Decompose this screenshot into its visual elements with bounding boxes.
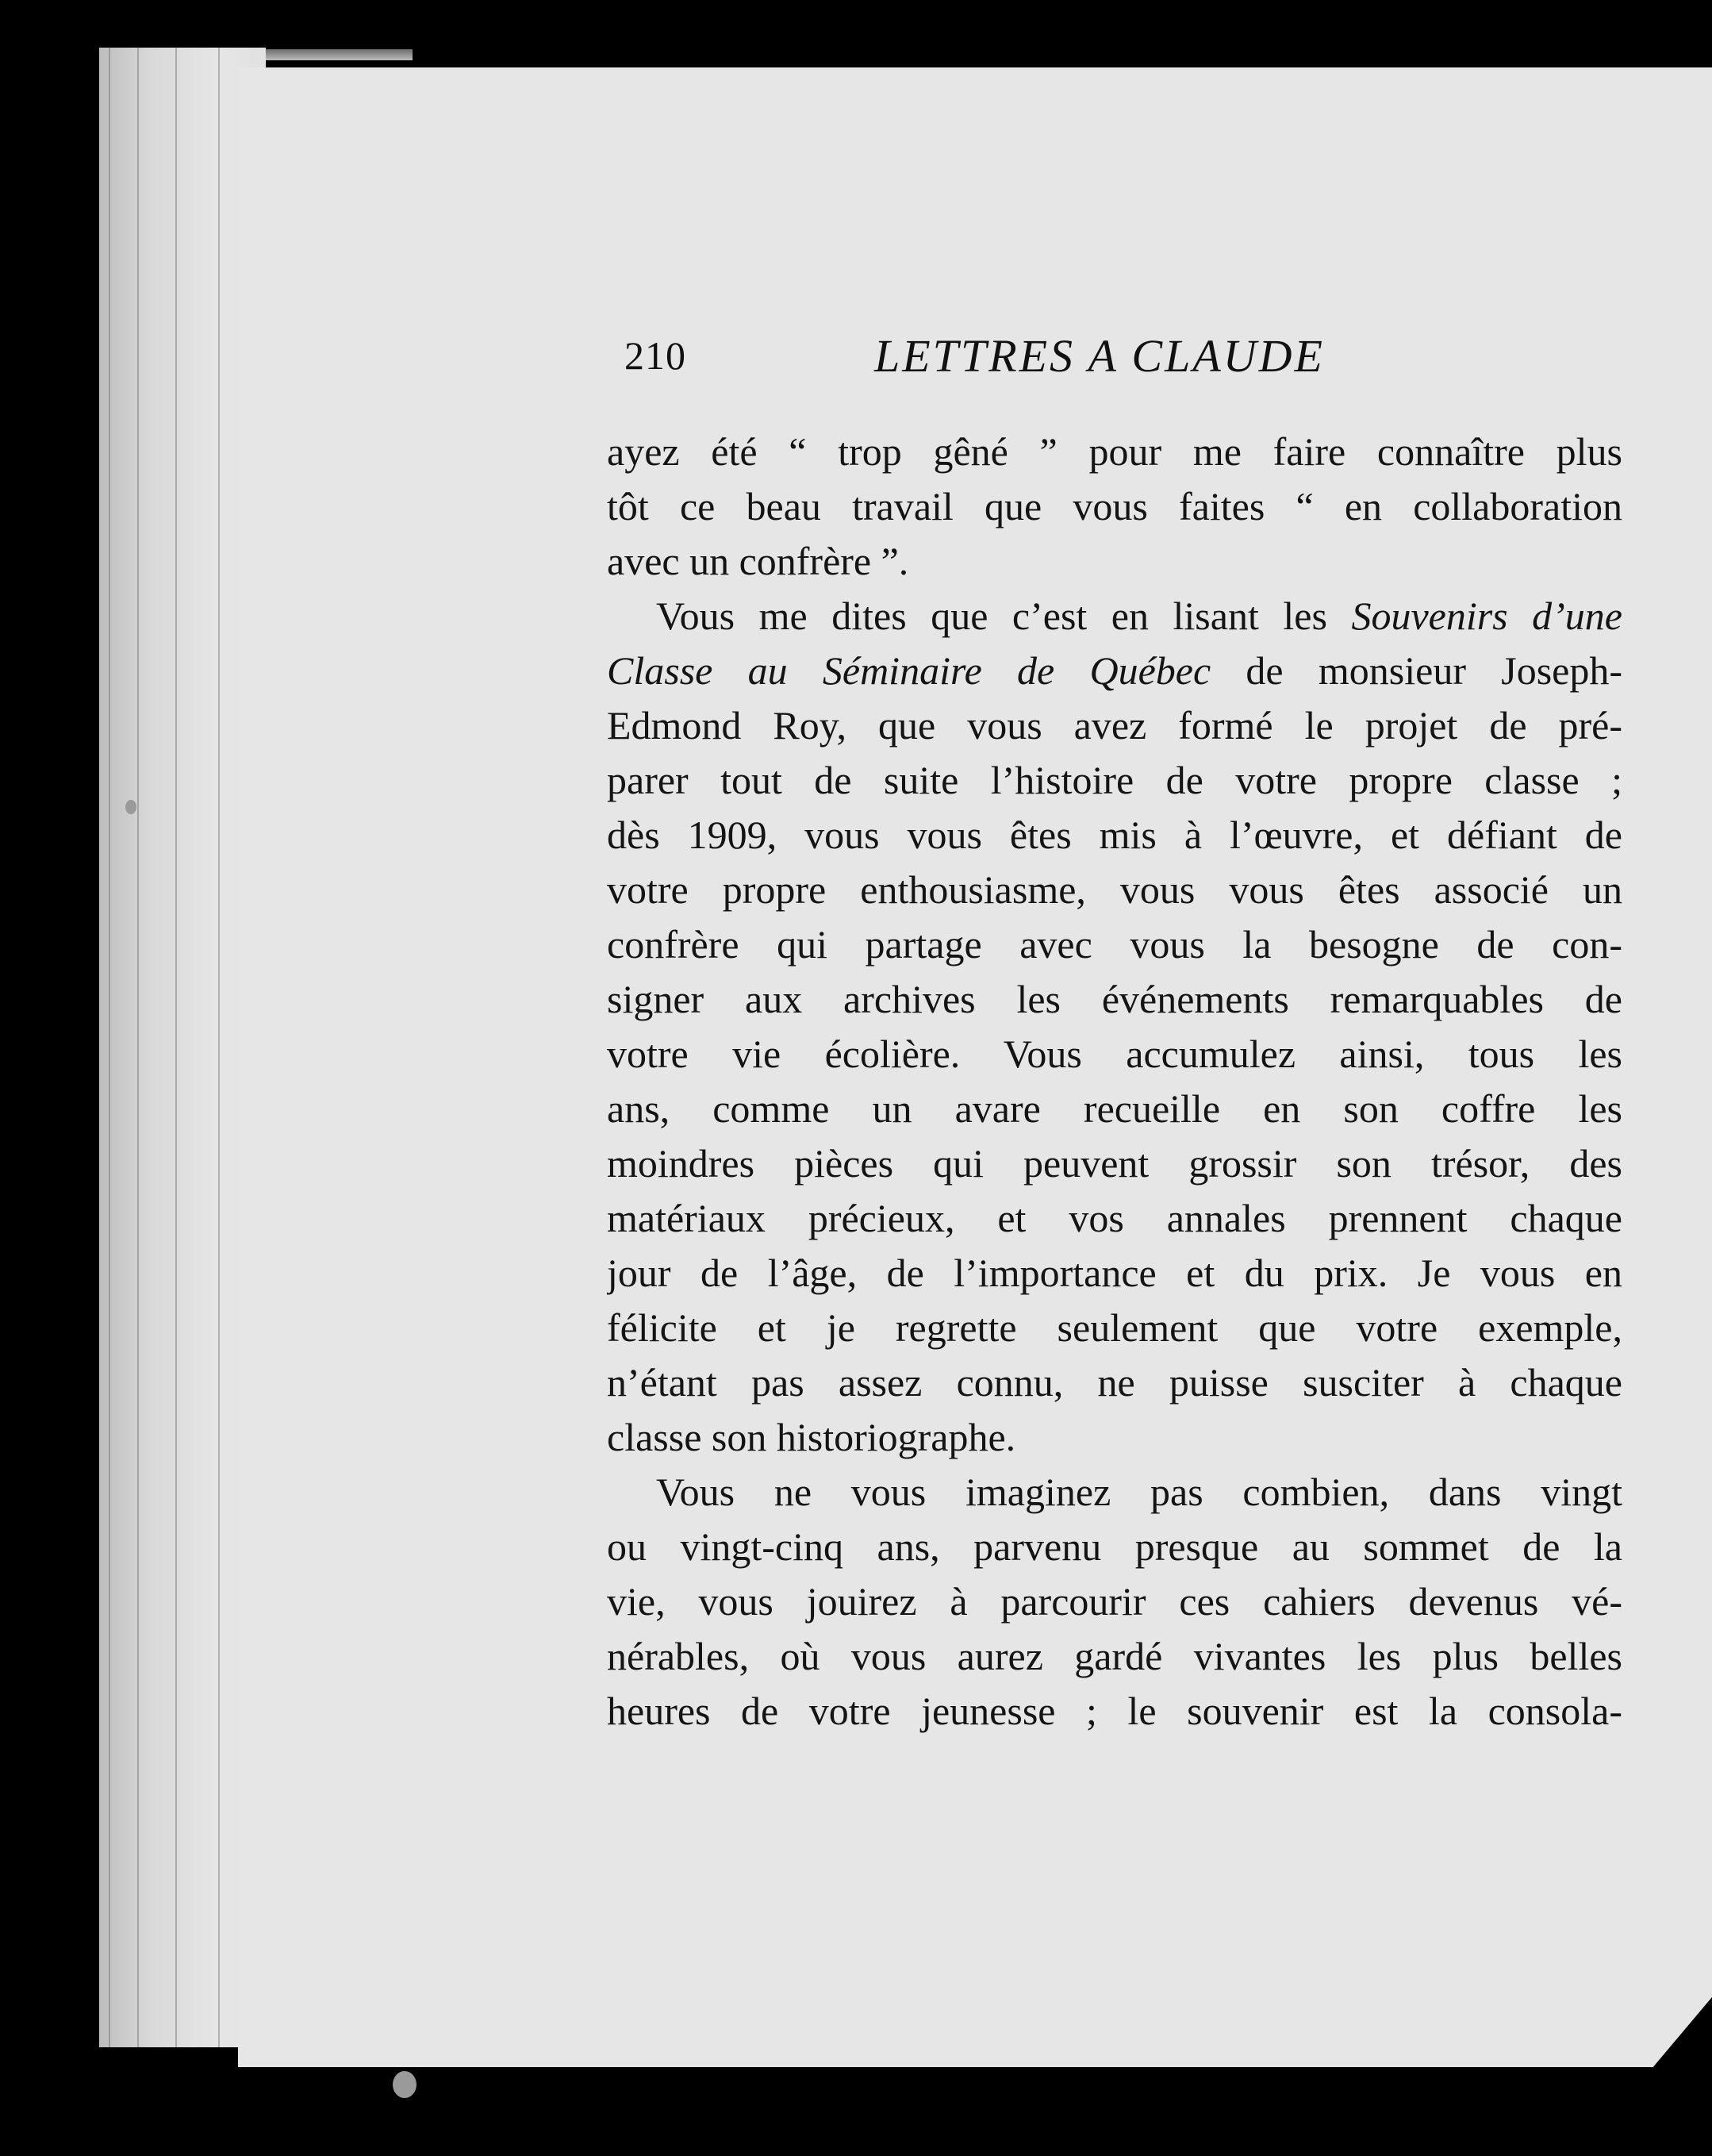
text-line: n’étant pas assez connu, ne puisse susciter à chaque (607, 1360, 1622, 1405)
running-title: LETTRES A CLAUDE (874, 330, 1325, 382)
text-line: vie, vous jouirez à parcourir ces cahiers devenus vé- (607, 1579, 1622, 1624)
text-line: ans, comme un avare recueille en son coffre les (607, 1086, 1622, 1131)
text-line: nérables, où vous aurez gardé vivantes les plus belles (607, 1634, 1622, 1678)
paragraph-start-line: Vous ne vous imaginez pas combien, dans vingt (656, 1470, 1622, 1514)
text-line: dès 1909, vous vous êtes mis à l’œuvre, et défiant de (607, 813, 1622, 857)
scan-speck (125, 800, 136, 814)
page-edge-line (175, 48, 177, 2047)
page-edge-line (109, 48, 110, 2047)
text-line: classe son historiographe. (607, 1415, 1016, 1459)
text-line: jour de l’âge, de l’importance et du prix. Je vous en (607, 1251, 1622, 1295)
text-line: votre vie écolière. Vous accumulez ainsi, tous les (607, 1032, 1622, 1076)
running-head (624, 329, 1616, 385)
text-line: moindres pièces qui peuvent grossir son trésor, des (607, 1141, 1622, 1186)
text-line: ou vingt-cinq ans, parvenu presque au sommet de la (607, 1524, 1622, 1569)
text-line: félicite et je regrette seulement que votre exemple, (607, 1305, 1622, 1350)
page-number: 210 (624, 333, 686, 378)
text-line: avec un confrère ”. (607, 539, 909, 583)
text-line (607, 644, 1622, 698)
book-title-italic: Classe au Séminaire de Québec (607, 648, 1211, 693)
text-line: matériaux précieux, et vos annales prennent chaque (607, 1196, 1622, 1240)
paragraph-start-line (607, 589, 1622, 644)
text-run: de monsieur Joseph- (1211, 648, 1622, 693)
book-title-italic: Souvenirs d’une (1351, 594, 1622, 638)
text-line: signer aux archives les événements remarquables de (607, 977, 1622, 1021)
text-line: ayez été “ trop gêné ” pour me faire connaître plus (607, 429, 1622, 474)
scan-speck (393, 2071, 416, 2098)
text-line: heures de votre jeunesse ; le souvenir est la consola- (607, 1689, 1622, 1733)
body-text (607, 425, 1622, 1739)
text-line: confrère qui partage avec vous la besogne de con- (607, 922, 1622, 967)
text-line: tôt ce beau travail que vous faites “ en collaboration (607, 484, 1622, 528)
text-line: parer tout de suite l’histoire de votre propre classe ; (607, 758, 1622, 802)
page-edge-line (218, 48, 220, 2047)
text-line: Edmond Roy, que vous avez formé le projet de pré- (607, 703, 1622, 747)
text-run: Vous me dites que c’est en lisant les (656, 594, 1352, 638)
text-line: votre propre enthousiasme, vous vous êtes associé un (607, 867, 1622, 912)
page-edge-line (137, 48, 139, 2047)
